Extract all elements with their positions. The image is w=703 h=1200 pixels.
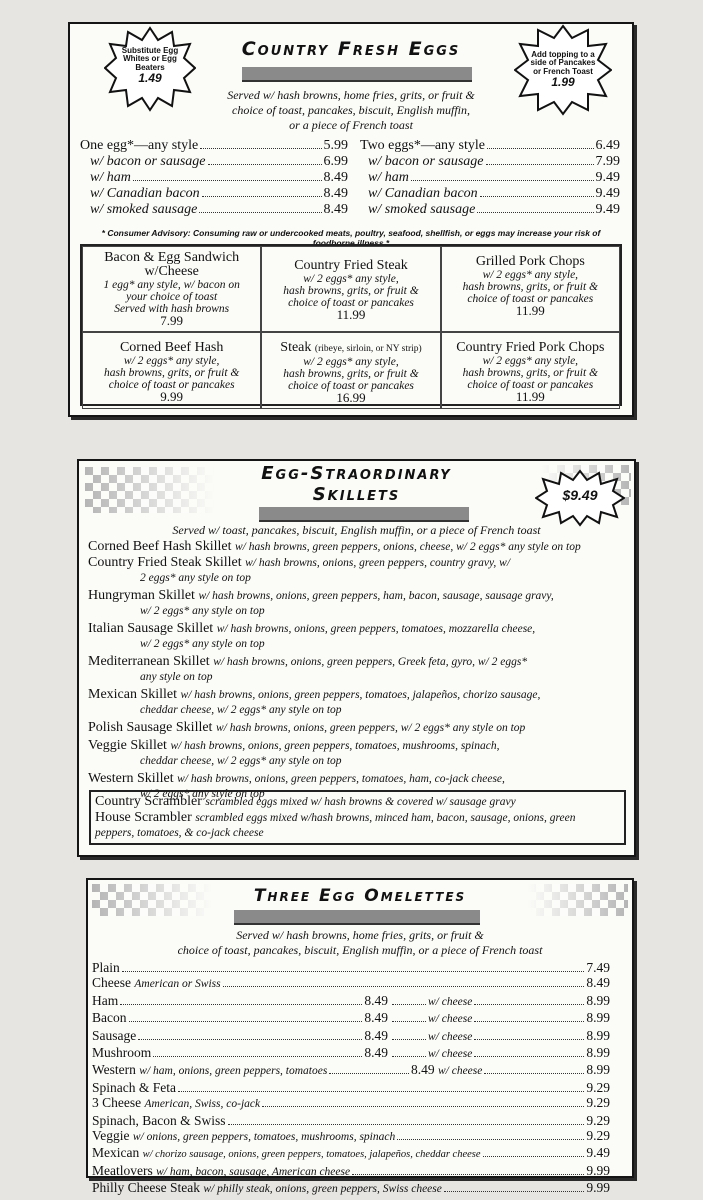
scrambler-item (95, 810, 620, 826)
omelette-row (92, 1180, 610, 1197)
omelette-name: Mushroom (92, 1045, 152, 1061)
skillet-desc: w/ hash browns, onions, green peppers, country gravy, w/ (245, 557, 511, 569)
omelette-price: 9.99 (586, 1180, 610, 1196)
item-price: 6.49 (595, 138, 620, 153)
special-price: 11.99 (515, 303, 545, 318)
omelette-name: Mexican (92, 1145, 140, 1161)
omelette-name: Philly Cheese Steak (92, 1180, 200, 1196)
skillet-item (88, 555, 625, 571)
price-row (80, 170, 348, 186)
omelette-cheese-label: w/ cheese (437, 1065, 483, 1078)
price-row (360, 202, 620, 218)
special-desc: hash browns, grits, or fruit & (283, 368, 419, 380)
skillet-item (88, 720, 625, 736)
item-price: 8.49 (323, 202, 348, 217)
special-desc: hash browns, grits, or fruit & (283, 285, 419, 297)
skillet-name: Italian Sausage Skillet (88, 621, 214, 636)
omelette-price: 9.29 (586, 1112, 610, 1128)
item-label: w/ bacon or sausage (90, 154, 206, 169)
special-desc: w/ 2 eggs* any style, (482, 355, 579, 367)
omelette-price: 8.49 (364, 992, 388, 1008)
two-eggs-list (360, 138, 620, 218)
special-cell (261, 332, 440, 409)
item-label: w/ Canadian bacon (368, 186, 478, 201)
special-price: 11.99 (336, 307, 366, 322)
omelettes-section (86, 878, 634, 1196)
omelette-cheese-label: w/ cheese (427, 995, 473, 1008)
skillet-desc-cont: cheddar cheese, w/ 2 eggs* any style on top (140, 704, 342, 716)
omelette-cheese-price: 8.99 (586, 992, 610, 1008)
special-desc: choice of toast or pancakes (467, 293, 594, 305)
omelette-cheese-label: w/ cheese (427, 1030, 473, 1043)
scrambler-name: House Scrambler (95, 810, 192, 825)
special-name: Country Fried Steak (294, 258, 408, 273)
skillet-name: Hungryman Skillet (88, 588, 195, 603)
omelette-name: Cheese (92, 975, 131, 991)
price-row (80, 154, 348, 170)
add-topping-price: 1.99 (551, 75, 575, 90)
skillet-item (88, 771, 625, 787)
special-desc: w/ 2 eggs* any style, (303, 356, 399, 368)
price-row (360, 186, 620, 202)
skillet-name: Western Skillet (88, 771, 174, 786)
special-name: w/Cheese (144, 264, 199, 279)
omelette-price: 8.49 (364, 1010, 388, 1026)
omelette-desc: American or Swiss (134, 978, 221, 991)
special-name-note: (ribeye, sirloin, or NY strip) (314, 344, 422, 354)
omelette-name: Sausage (92, 1027, 137, 1043)
price-row (80, 186, 348, 202)
special-name: Country Fried Pork Chops (456, 340, 605, 355)
price-row (360, 154, 620, 170)
omelette-row (92, 1128, 610, 1145)
skillet-desc-cont: w/ 2 eggs* any style on top (140, 638, 265, 650)
special-desc: w/ 2 eggs* any style, (123, 355, 220, 367)
omelette-desc: w/ ham, bacon, sausage, American cheese (156, 1165, 351, 1178)
special-desc: w/ 2 eggs* any style, (303, 273, 399, 285)
skillet-desc-cont: 2 eggs* any style on top (140, 572, 251, 584)
skillet-name: Corned Beef Hash Skillet (88, 539, 232, 554)
omelette-row (92, 1163, 610, 1180)
served-line: or a piece of French toast (289, 118, 413, 132)
omelette-price: 9.29 (586, 1095, 610, 1111)
special-desc: hash browns, grits, or fruit & (103, 367, 240, 379)
skillet-price-starburst (535, 469, 625, 527)
omelette-desc: w/ philly steak, onions, green peppers, Swiss cheese (203, 1183, 442, 1196)
omelette-row (92, 1045, 610, 1062)
special-name: Bacon & Egg Sandwich (104, 250, 240, 265)
special-name-text: Steak (280, 340, 312, 355)
item-label: One egg*—any style (80, 138, 199, 153)
special-desc: Served with hash browns (114, 303, 230, 315)
eggs-title-bar (242, 67, 472, 82)
omelette-row (92, 1010, 610, 1027)
omelette-price: 9.99 (586, 1162, 610, 1178)
scrambler-desc: scrambled eggs mixed w/ hash browns & covered w/ sausage gravy (205, 796, 516, 808)
skillet-desc-cont: w/ 2 eggs* any style on top (140, 788, 265, 800)
item-price: 9.49 (595, 186, 620, 201)
special-desc: choice of toast or pancakes (288, 380, 414, 392)
omelette-price: 7.49 (586, 960, 610, 975)
item-price: 9.49 (595, 170, 620, 185)
item-label: w/ smoked sausage (368, 202, 476, 217)
omelette-name: Western (92, 1062, 136, 1078)
item-price: 8.49 (323, 186, 348, 201)
scrambler-item (95, 794, 620, 810)
omelette-desc: w/ onions, green peppers, tomatoes, mushrooms, spinach (132, 1131, 396, 1144)
omelette-row (92, 1080, 610, 1095)
skillet-item (88, 539, 625, 555)
skillet-desc: w/ hash browns, onions, green peppers, Greek feta, gyro, w/ 2 eggs* (213, 656, 528, 668)
special-desc: choice of toast or pancakes (288, 297, 414, 309)
omelette-cheese-price: 8.99 (586, 1010, 610, 1026)
price-row (80, 138, 348, 154)
skillet-name: Mediterranean Skillet (88, 654, 210, 669)
item-label: Two eggs*—any style (360, 138, 486, 153)
special-price: 7.99 (160, 313, 184, 328)
omelette-row (92, 960, 610, 975)
omelette-price: 8.49 (586, 975, 610, 991)
omelette-row (92, 1062, 610, 1079)
omelette-name: Meatlovers (92, 1162, 153, 1178)
served-line: choice of toast, pancakes, biscuit, English muffin, (232, 103, 470, 117)
omelette-row (92, 1113, 610, 1128)
omelette-row (92, 1145, 610, 1162)
scrambler-desc: scrambled eggs mixed w/hash browns, minced ham, bacon, sausage, onions, green (195, 812, 576, 824)
special-desc: choice of toast or pancakes (467, 379, 594, 391)
special-desc: hash browns, grits, or fruit & (462, 367, 598, 379)
skillet-item (88, 621, 625, 637)
skillet-desc-cont: any style on top (140, 671, 213, 683)
served-line: choice of toast, pancakes, biscuit, English muffin, or a piece of French toast (177, 943, 543, 957)
egg-specials-grid (80, 244, 622, 406)
item-label: w/ smoked sausage (90, 202, 198, 217)
omelette-list (92, 960, 610, 1198)
skillet-desc: w/ hash browns, onions, green peppers, tomatoes, jalapeños, chorizo sausage, (180, 689, 541, 701)
omelette-name: Veggie (92, 1128, 130, 1144)
skillet-name: Country Fried Steak Skillet (88, 555, 242, 570)
omelette-price: 9.29 (586, 1128, 610, 1144)
skillets-title-bar (259, 507, 469, 522)
skillet-list (88, 539, 625, 802)
substitute-egg-text: Substitute Egg Whites or Egg Beaters (121, 46, 179, 72)
omelette-row (92, 975, 610, 992)
item-label: w/ bacon or sausage (368, 154, 484, 169)
country-fresh-eggs-section (68, 22, 634, 417)
special-desc: your choice of toast (126, 291, 218, 303)
eggs-served-with (70, 88, 632, 133)
special-cell (82, 246, 261, 332)
omelette-desc: w/ chorizo sausage, onions, green peppers, tomatoes, jalapeños, cheddar cheese (142, 1149, 481, 1161)
skillet-item (88, 654, 625, 670)
skillet-name: Polish Sausage Skillet (88, 720, 213, 735)
skillet-item (88, 687, 625, 703)
special-price: 9.99 (160, 389, 184, 404)
omelette-cheese-price: 8.99 (586, 1027, 610, 1043)
omelette-desc: American, Swiss, co-jack (144, 1098, 261, 1111)
served-line: Served w/ hash browns, home fries, grits, or fruit & (236, 928, 484, 942)
skillet-desc-cont: w/ 2 eggs* any style on top (140, 605, 265, 617)
skillet-name: Veggie Skillet (88, 738, 167, 753)
omelette-cheese-label: w/ cheese (427, 1048, 473, 1061)
skillets-title-line: Egg-Straordinary (261, 463, 452, 484)
omelette-name: Spinach, Bacon & Swiss (92, 1112, 226, 1128)
special-price: 11.99 (515, 389, 545, 404)
skillet-desc: w/ hash browns, onions, green peppers, tomatoes, mushrooms, spinach, (170, 740, 500, 752)
skillet-desc: w/ hash browns, onions, green peppers, ham, bacon, sausage, sausage gravy, (198, 590, 554, 602)
add-topping-text: Add topping to a side of Pancakes or French Toast (530, 50, 596, 76)
omelette-name: Bacon (92, 1010, 127, 1026)
consumer-advisory: * Consumer Advisory: Consuming raw or undercooked meats, poultry, seafood, shellfish, or eggs may increase your risk of foodborne illness.* (101, 228, 601, 248)
omelettes-title: Three Egg Omelettes (253, 886, 467, 906)
skillets-section (77, 459, 636, 857)
omelettes-title-bar (234, 910, 480, 925)
one-egg-list (80, 138, 348, 218)
omelette-name: Plain (92, 960, 120, 975)
item-label: w/ Canadian bacon (90, 186, 200, 201)
skillet-desc-cont: cheddar cheese, w/ 2 eggs* any style on top (140, 755, 342, 767)
skillet-price: $9.49 (562, 487, 598, 503)
special-desc: hash browns, grits, or fruit & (462, 281, 598, 293)
omelette-cheese-label: w/ cheese (427, 1013, 473, 1026)
skillet-desc: w/ hash browns, onions, green peppers, tomatoes, mozzarella cheese, (216, 623, 536, 635)
item-price: 8.49 (323, 170, 348, 185)
price-row (360, 138, 620, 154)
special-name: Grilled Pork Chops (475, 254, 585, 269)
omelette-price: 9.29 (586, 1079, 610, 1095)
omelette-cheese-price: 8.99 (586, 1062, 610, 1078)
omelette-price: 8.49 (410, 1062, 435, 1078)
special-name (265, 341, 436, 356)
special-desc: choice of toast or pancakes (108, 379, 235, 391)
special-cell (82, 332, 261, 409)
special-cell (441, 332, 620, 409)
item-price: 6.99 (323, 154, 348, 169)
omelette-price: 9.49 (586, 1145, 610, 1161)
skillet-desc: w/ hash browns, onions, green peppers, tomatoes, ham, co-jack cheese, (177, 773, 505, 785)
price-row (80, 202, 348, 218)
special-cell (441, 246, 620, 332)
skillets-title-line: Skillets (312, 484, 401, 505)
omelette-price: 8.49 (364, 1045, 388, 1061)
omelette-row (92, 1095, 610, 1112)
served-line: Served w/ hash browns, home fries, grits, or fruit & (227, 88, 475, 102)
skillet-desc: w/ hash browns, green peppers, onions, cheese, w/ 2 eggs* any style on top (234, 541, 581, 553)
item-label: w/ ham (368, 170, 409, 185)
omelette-cheese-price: 8.99 (586, 1045, 610, 1061)
omelette-row (92, 993, 610, 1010)
skillet-item (88, 738, 625, 754)
skillet-desc: w/ hash browns, onions, green peppers, w/ 2 eggs* any style on top (215, 722, 526, 734)
substitute-egg-price: 1.49 (138, 71, 162, 86)
omelette-row (92, 1028, 610, 1045)
skillets-served-with: Served w/ toast, pancakes, biscuit, English muffin, or a piece of French toast (172, 523, 541, 537)
item-price: 5.99 (323, 138, 348, 153)
item-price: 9.49 (595, 202, 620, 217)
omelette-price: 8.49 (364, 1027, 388, 1043)
omelette-name: 3 Cheese (92, 1095, 142, 1111)
price-row (360, 170, 620, 186)
item-label: w/ ham (90, 170, 131, 185)
special-desc: w/ 2 eggs* any style, (482, 269, 579, 281)
omelette-desc: w/ ham, onions, green peppers, tomatoes (139, 1065, 328, 1078)
special-desc: 1 egg* any style, w/ bacon on (103, 279, 240, 291)
omelettes-served-with (88, 928, 632, 958)
eggs-title: Country Fresh Eggs (241, 38, 461, 60)
skillet-item (88, 588, 625, 604)
scrambler-desc-cont: peppers, tomatoes, & co-jack cheese (95, 827, 264, 839)
special-name: Corned Beef Hash (119, 340, 224, 355)
scramblers-box (89, 790, 626, 845)
omelette-name: Spinach & Feta (92, 1079, 176, 1095)
special-price: 16.99 (336, 390, 366, 405)
omelette-name: Ham (92, 992, 119, 1008)
scrambler-name: Country Scrambler (95, 794, 202, 809)
skillet-name: Mexican Skillet (88, 687, 178, 702)
special-cell (261, 246, 440, 332)
item-price: 7.99 (595, 154, 620, 169)
